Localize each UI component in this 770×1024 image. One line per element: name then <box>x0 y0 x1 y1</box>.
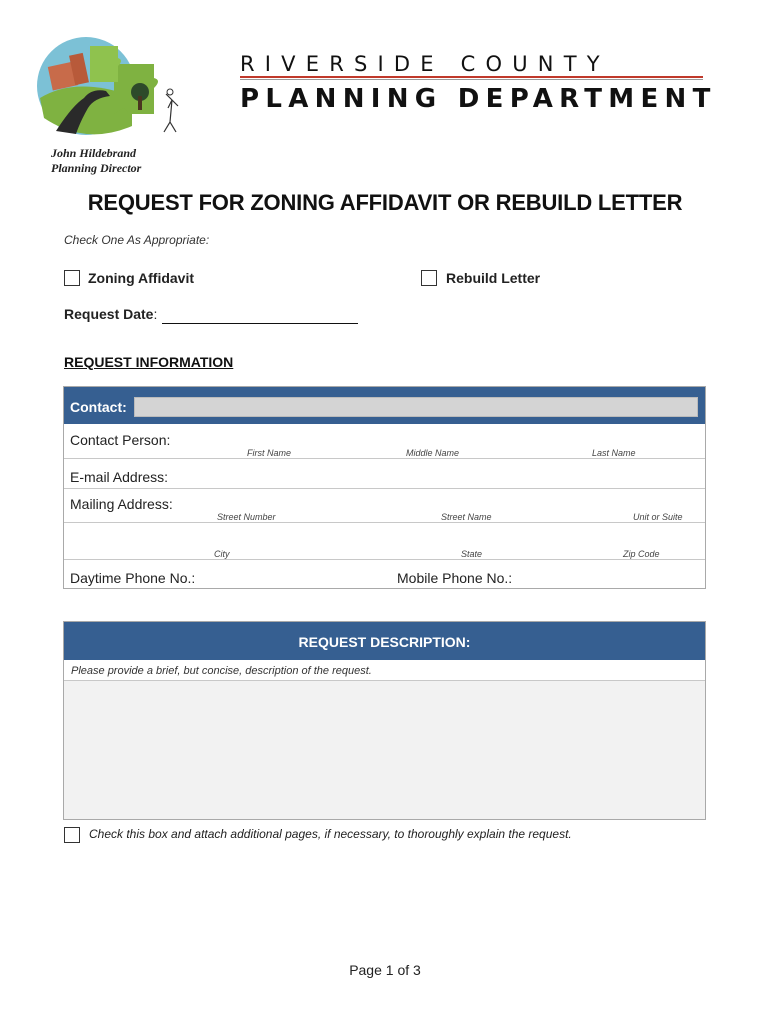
middle-name-label: Middle Name <box>406 448 460 458</box>
daytime-phone-label: Daytime Phone No.: <box>70 570 196 586</box>
description-textarea[interactable] <box>64 681 705 819</box>
description-header-bar <box>64 622 705 660</box>
first-name-label: First Name <box>247 448 292 458</box>
email-label: E-mail Address: <box>70 469 169 485</box>
zoning-affidavit-label: Zoning Affidavit <box>88 270 195 286</box>
request-information-table <box>63 386 706 589</box>
county-name: RIVERSIDE COUNTY <box>240 52 610 76</box>
description-heading: REQUEST DESCRIPTION: <box>298 634 471 650</box>
request-description-table <box>63 621 706 820</box>
rebuild-letter-label: Rebuild Letter <box>446 270 541 286</box>
mailing-address-label: Mailing Address: <box>70 496 173 512</box>
unit-suite-label: Unit or Suite <box>633 512 683 522</box>
attach-pages-note: Check this box and attach additional pages, if necessary, to thoroughly explain the request. <box>89 827 572 841</box>
contact-header-bar <box>64 387 705 424</box>
header-rule-gray <box>240 79 703 80</box>
street-name-label: Street Name <box>441 512 492 522</box>
department-name: PLANNING DEPARTMENT <box>240 84 717 114</box>
state-label: State <box>461 549 483 559</box>
zoning-affidavit-checkbox[interactable] <box>64 270 80 286</box>
request-date-field[interactable] <box>162 323 358 324</box>
header-rule-red <box>240 76 703 78</box>
mobile-phone-label: Mobile Phone No.: <box>397 570 513 586</box>
street-number-label: Street Number <box>217 512 276 522</box>
check-one-instruction: Check One As Appropriate: <box>64 233 210 247</box>
last-name-label: Last Name <box>592 448 636 458</box>
description-instruction: Please provide a brief, but concise, description of the request. <box>71 665 372 677</box>
zip-code-label: Zip Code <box>623 549 660 559</box>
request-information-heading: REQUEST INFORMATION <box>64 354 234 370</box>
contact-label: Contact: <box>70 399 127 415</box>
form-title: REQUEST FOR ZONING AFFIDAVIT OR REBUILD LETTER <box>87 190 683 215</box>
director-block <box>51 146 141 176</box>
director-title: Planning Director <box>51 161 142 175</box>
county-logo <box>36 36 186 136</box>
request-date-label: Request Date: <box>64 306 158 322</box>
city-label: City <box>214 549 230 559</box>
director-name: John Hildebrand <box>51 146 137 160</box>
contact-input[interactable] <box>134 397 698 417</box>
contact-person-label: Contact Person: <box>70 432 171 448</box>
page-number: Page 1 of 3 <box>349 962 421 978</box>
rebuild-letter-checkbox[interactable] <box>421 270 437 286</box>
attach-pages-checkbox[interactable] <box>64 827 80 843</box>
